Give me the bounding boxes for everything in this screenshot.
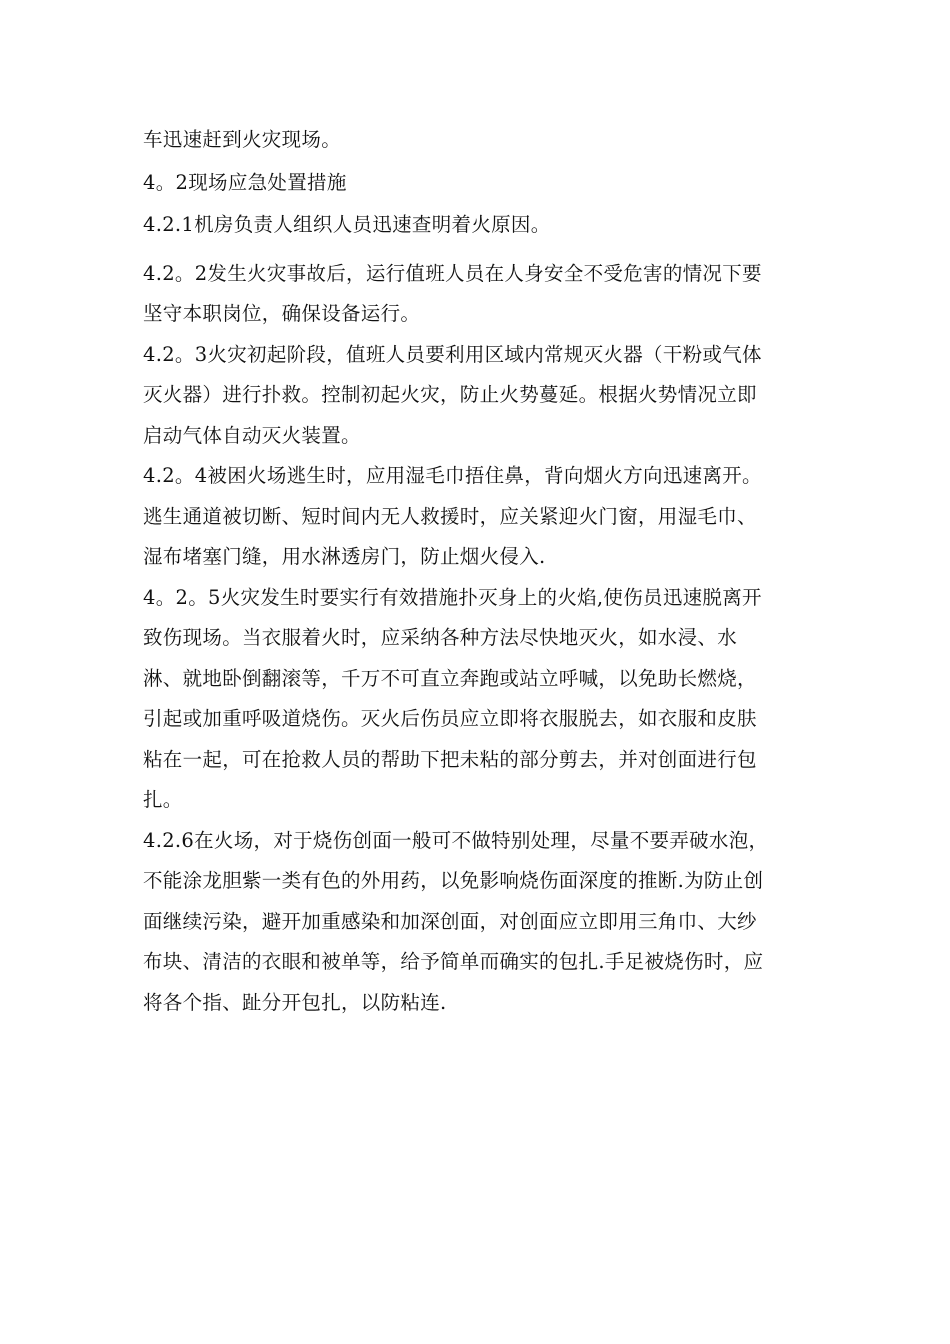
text-line: 4.2。4被困火场逃生时，应用湿毛巾捂住鼻，背向烟火方向迅速离开。 <box>143 464 762 487</box>
paragraph-4-2-5 <box>143 578 823 821</box>
text-line: 灭火器）进行扑救。控制初起火灾，防止火势蔓延。根据火势情况立即 <box>143 383 757 406</box>
text-line: 4.2.6在火场，对于烧伤创面一般可不做特别处理，尽量不要弄破水泡， <box>143 828 769 852</box>
document-body <box>143 120 823 1023</box>
text-line: 坚守本职岗位，确保设备运行。 <box>143 302 421 325</box>
paragraph-4-2-6 <box>143 821 823 1024</box>
text-line: 车迅速赶到火灾现场。 <box>143 128 342 151</box>
paragraph-4-2-2 <box>143 254 823 335</box>
paragraph-4-2-3 <box>143 335 823 457</box>
text-line: 不能涂龙胆紫一类有色的外用药，以免影响烧伤面深度的推断.为防止创 <box>143 869 764 892</box>
paragraph-continuation <box>143 120 823 161</box>
text-line: 粘在一起，可在抢救人员的帮助下把未粘的部分剪去，并对创面进行包 <box>143 747 757 771</box>
text-line: 引起或加重呼吸道烧伤。灭火后伤员应立即将衣服脱去，如衣服和皮肤 <box>143 707 757 730</box>
text-line: 致伤现场。当衣服着火时，应采纳各种方法尽快地灭火，如水浸、水 <box>143 626 738 649</box>
text-line: 扎。 <box>143 788 183 811</box>
text-line: 4.2.1机房负责人组织人员迅速查明着火原因。 <box>143 213 551 236</box>
text-line: 逃生通道被切断、短时间内无人救援时，应关紧迎火门窗，用湿毛巾、 <box>143 504 757 528</box>
text-line: 布块、清洁的衣眼和被单等，给予简单而确实的包扎.手足被烧伤时，应 <box>143 950 764 973</box>
paragraph-4-2-4 <box>143 456 823 578</box>
text-line: 面继续污染，避开加重感染和加深创面，对创面应立即用三角巾、大纱 <box>143 909 757 933</box>
text-line: 将各个指、趾分开包扎，以防粘连. <box>143 990 447 1014</box>
text-line: 4.2。2发生火灾事故后，运行值班人员在人身安全不受危害的情况下要 <box>143 261 762 285</box>
paragraph-4-2-1 <box>143 205 823 246</box>
text-line: 湿布堵塞门缝，用水淋透房门，防止烟火侵入. <box>143 545 546 568</box>
text-line: 4。2。5火灾发生时要实行有效措施扑灭身上的火焰,使伤员迅速脱离开 <box>143 585 762 609</box>
text-line: 启动气体自动灭火装置。 <box>143 423 361 447</box>
text-line: 4.2。3火灾初起阶段，值班人员要利用区域内常规灭火器（干粉或气体 <box>143 342 762 366</box>
section-heading-4-2 <box>143 163 823 204</box>
text-line: 淋、就地卧倒翻滚等，千万不可直立奔跑或站立呼喊，以免助长燃烧， <box>143 666 757 690</box>
text-line: 4。2现场应急处置措施 <box>143 170 347 194</box>
